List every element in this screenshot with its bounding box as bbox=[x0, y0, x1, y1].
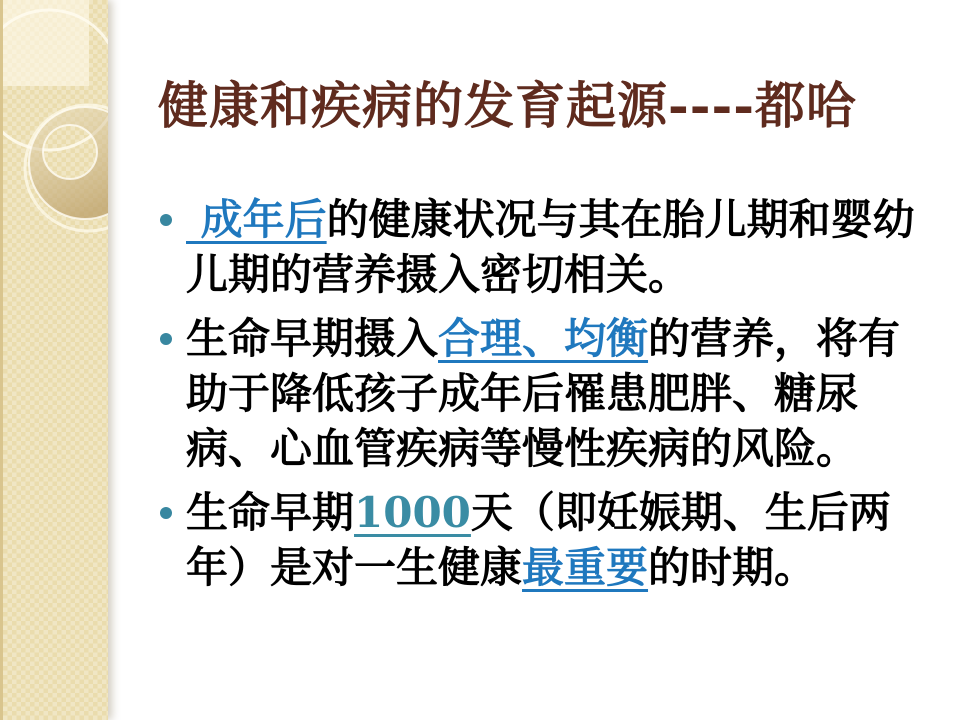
text-segment: 生命早期摄入 bbox=[186, 314, 439, 363]
bullet-item bbox=[158, 485, 916, 595]
hyperlink-text[interactable]: 1000 bbox=[354, 488, 471, 537]
text-segment: 的营养，将有助于降低孩子成年后罹患肥胖、糖尿病、心血管疾病等慢性疾病的风险。 bbox=[186, 314, 901, 473]
text-segment: 的健康状况与其在胎儿期和婴幼儿期的营养摄入密切相关。 bbox=[186, 195, 915, 299]
decorative-ring bbox=[29, 107, 108, 219]
sidebar-decoration bbox=[0, 0, 108, 720]
bullet-dot-icon bbox=[160, 214, 172, 226]
bullet-text bbox=[186, 485, 916, 595]
bullet-text bbox=[186, 311, 916, 476]
bullet-list bbox=[158, 192, 916, 595]
slide-content bbox=[158, 76, 916, 604]
text-segment: 的时期。 bbox=[648, 543, 817, 592]
bullet-item bbox=[158, 311, 916, 476]
hyperlink-text[interactable]: 最重要 bbox=[522, 543, 649, 592]
bullet-dot-icon bbox=[160, 333, 172, 345]
bullet-item bbox=[158, 192, 916, 302]
sidebar-light-panel bbox=[3, 0, 89, 86]
text-segment: 天（即妊娠期、生后两年）是对一生健康 bbox=[186, 488, 891, 592]
hyperlink-text[interactable]: 合理、均衡 bbox=[438, 314, 649, 363]
text-segment: 生命早期 bbox=[186, 488, 355, 537]
bullet-dot-icon bbox=[160, 507, 172, 519]
bullet-text bbox=[186, 192, 916, 302]
sidebar-circles-graphic bbox=[3, 0, 108, 720]
hyperlink-text[interactable]: 成年后 bbox=[186, 195, 327, 244]
slide-title: 健康和疾病的发育起源----都哈 bbox=[158, 76, 858, 135]
